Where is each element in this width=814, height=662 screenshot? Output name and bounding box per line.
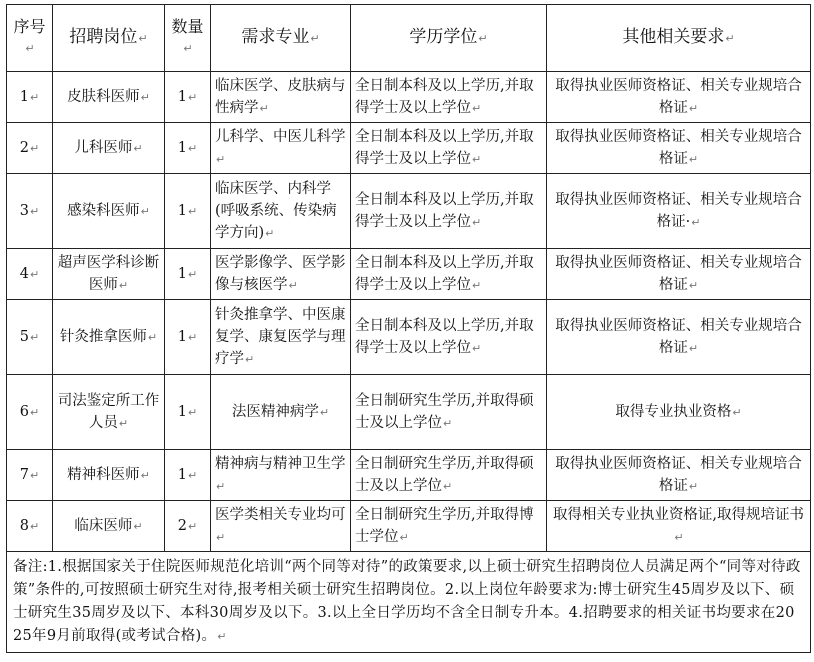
cell-post: 超声医学科诊断医师↵ <box>53 249 165 300</box>
table-row <box>7 375 811 450</box>
note-text: 备注:1.根据国家关于住院医师规范化培训“两个同等对待”的政策要求,以上硕士研究生招聘岗位人员满足两个“同等对待政策”条件的,可按照硕士研究生对待,报考相关硕士研究生招聘岗位。2.以上岗位年龄要求为:博士研究生45周岁及以下、硕士研究生35周岁及以下、本科30周岁及以下。3.以上全日学历均不含全日制专升本。4.招聘要求的相关证书均要求在2025年9月前取得(或考试合格)。↵ <box>7 552 811 653</box>
header-other: 其他相关要求↵ <box>547 5 811 72</box>
cell-major: 精神病与精神卫生学↵ <box>211 450 351 501</box>
cell-degree: 全日制本科及以上学历,并取得学士及以上学位↵ <box>351 249 547 300</box>
cell-no: 5↵ <box>7 300 53 375</box>
cell-major: 医学类相关专业均可↵ <box>211 501 351 552</box>
cell-no: 7↵ <box>7 450 53 501</box>
cell-count: 1↵ <box>165 450 211 501</box>
header-degree: 学历学位↵ <box>351 5 547 72</box>
cell-count: 2↵ <box>165 501 211 552</box>
header-count: 数量↵ <box>165 5 211 72</box>
cell-major: 针灸推拿学、中医康复学、康复医学与理疗学↵ <box>211 300 351 375</box>
header-row <box>7 5 811 72</box>
cell-no: 2↵ <box>7 123 53 174</box>
header-no: 序号↵ <box>7 5 53 72</box>
cell-other: 取得执业医师资格证、相关专业规培合格证↵ <box>547 300 811 375</box>
table-row <box>7 72 811 123</box>
cell-degree: 全日制本科及以上学历,并取得学士及以上学位↵ <box>351 72 547 123</box>
cell-other: 取得执业医师资格证、相关专业规培合格证·↵ <box>547 174 811 249</box>
cell-post: 针灸推拿医师↵ <box>53 300 165 375</box>
cell-count: 1↵ <box>165 300 211 375</box>
cell-no: 3↵ <box>7 174 53 249</box>
cell-other: 取得专业执业资格↵ <box>547 375 811 450</box>
cell-count: 1↵ <box>165 249 211 300</box>
recruitment-table-container <box>6 4 810 653</box>
cell-count: 1↵ <box>165 375 211 450</box>
cell-degree: 全日制本科及以上学历,并取得学士及以上学位↵ <box>351 123 547 174</box>
table-row <box>7 450 811 501</box>
cell-other: 取得相关专业执业资格证,取得规培证书↵ <box>547 501 811 552</box>
cell-post: 精神科医师↵ <box>53 450 165 501</box>
cell-other: 取得执业医师资格证、相关专业规培合格证↵ <box>547 72 811 123</box>
cell-other: 取得执业医师资格证、相关专业规培合格证↵ <box>547 450 811 501</box>
cell-post: 司法鉴定所工作人员↵ <box>53 375 165 450</box>
cell-major: 临床医学、内科学(呼吸系统、传染病学方向)↵ <box>211 174 351 249</box>
cell-no: 4↵ <box>7 249 53 300</box>
header-post: 招聘岗位↵ <box>53 5 165 72</box>
table-row <box>7 123 811 174</box>
recruitment-table <box>6 4 811 653</box>
cell-degree: 全日制研究生学历,并取得博士学位↵ <box>351 501 547 552</box>
cell-count: 1↵ <box>165 123 211 174</box>
cell-count: 1↵ <box>165 72 211 123</box>
table-row <box>7 249 811 300</box>
cell-major: 儿科学、中医儿科学↵ <box>211 123 351 174</box>
note-row <box>7 552 811 653</box>
cell-major: 医学影像学、医学影像与核医学↵ <box>211 249 351 300</box>
cell-post: 儿科医师↵ <box>53 123 165 174</box>
cell-major: 法医精神病学↵ <box>211 375 351 450</box>
cell-major: 临床医学、皮肤病与性病学↵ <box>211 72 351 123</box>
cell-degree: 全日制研究生学历,并取得硕士及以上学位↵ <box>351 450 547 501</box>
table-row <box>7 300 811 375</box>
cell-post: 临床医师↵ <box>53 501 165 552</box>
cell-other: 取得执业医师资格证、相关专业规培合格证↵ <box>547 123 811 174</box>
cell-other: 取得执业医师资格证、相关专业规培合格证↵ <box>547 249 811 300</box>
cell-post: 感染科医师↵ <box>53 174 165 249</box>
cell-no: 6↵ <box>7 375 53 450</box>
table-row <box>7 501 811 552</box>
cell-post: 皮肤科医师↵ <box>53 72 165 123</box>
cell-count: 1↵ <box>165 174 211 249</box>
cell-degree: 全日制本科及以上学历,并取得学士及以上学位↵ <box>351 300 547 375</box>
cell-no: 8↵ <box>7 501 53 552</box>
cell-degree: 全日制研究生学历,并取得硕士及以上学位↵ <box>351 375 547 450</box>
cell-no: 1↵ <box>7 72 53 123</box>
table-row <box>7 174 811 249</box>
header-major: 需求专业↵ <box>211 5 351 72</box>
cell-degree: 全日制本科及以上学历,并取得学士及以上学位↵ <box>351 174 547 249</box>
